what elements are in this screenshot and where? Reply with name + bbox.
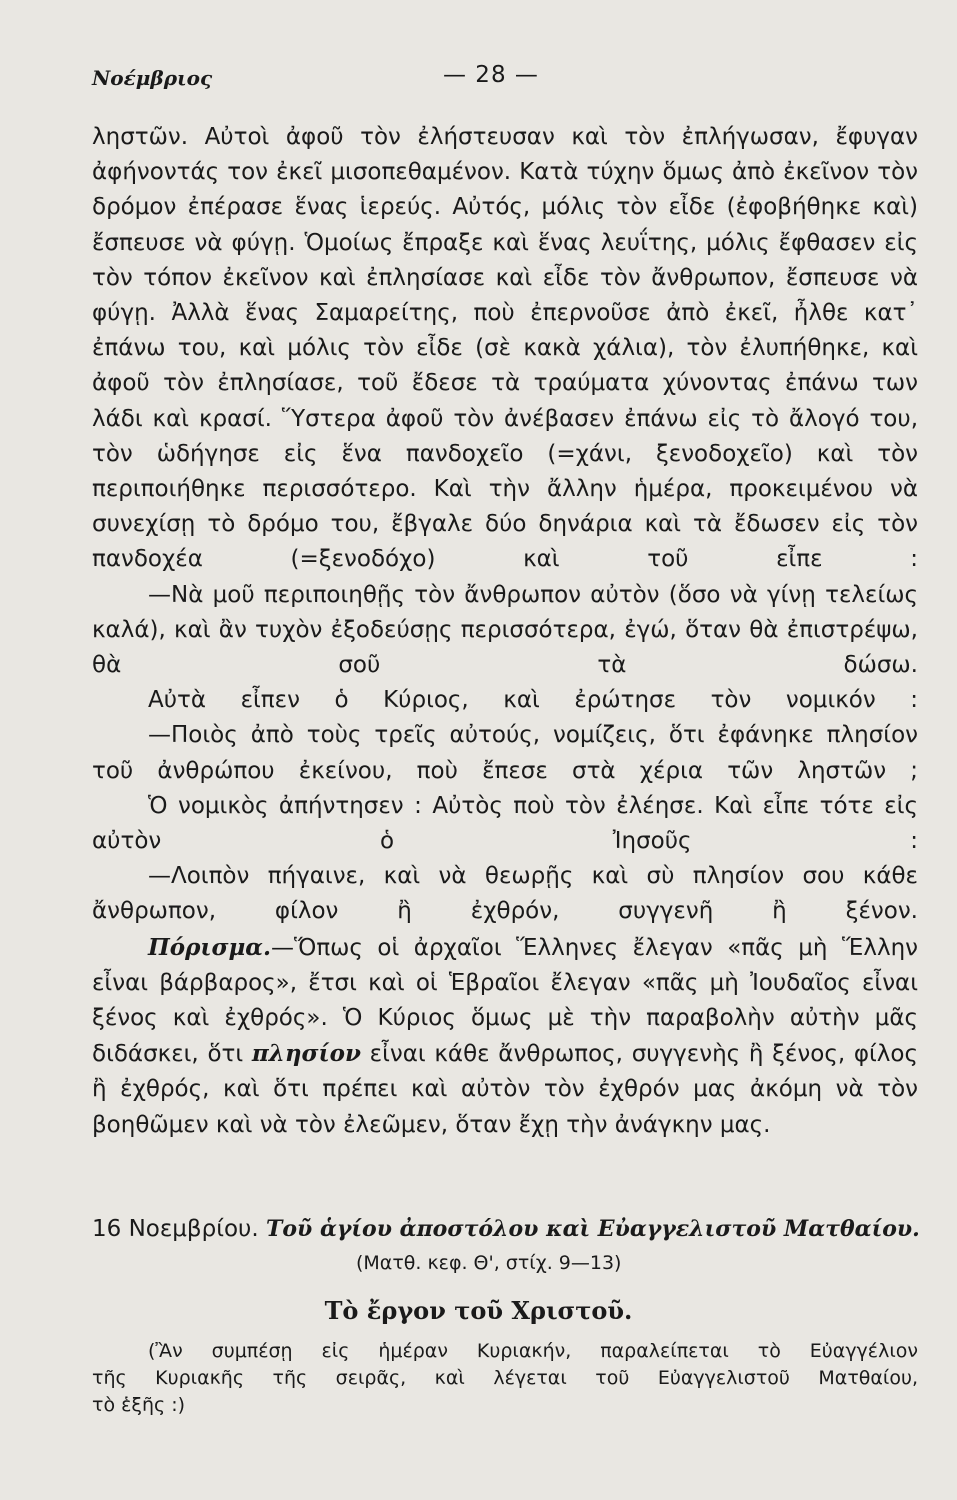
porisma-text-a: —Ὅπως οἱ ἀρχαῖοι Ἕλληνες ἔλεγαν «πᾶς μὴ Ἕλλην εἶναι βάρβαρος», ἔτσι καὶ οἱ Ἑβραῖοι ἔλεγαν «πᾶς μὴ Ἰουδαῖος εἶναι ξένος καὶ ἐχθρός». Ὁ Κύριος ὅμως μὲ τὴν παραβολὴν αὐτὴν μᾶς διδάσκει, ὅτι [92,934,918,1068]
paragraph-2: —Νὰ μοῦ περιποιηθῇς τὸν ἄνθρωπον αὐτὸν (ὅσο νὰ γίνῃ τελείως καλά), καὶ ἂν τυχὸν ἐξοδεύσῃς περισσότερα, ἐγώ, ὅταν θὰ ἐπιστρέψω, θὰ σοῦ τὰ δώσω. [92,581,918,679]
feast-date: 16 Νοεμβρίου. [92,1216,259,1242]
running-title: Νοέμβριος [92,66,213,90]
main-text [92,120,918,1143]
porisma-label: Πόρισμα. [148,933,271,961]
feast-heading [92,1216,922,1242]
note-line-1: (Ἂν συμπέσῃ εἰς ἡμέραν Κυριακήν, παραλείπεται τὸ Εὐαγγέλιον [148,1340,918,1362]
porisma-text-b: εἶναι κάθε ἄνθρωπος, συγγενὴς ἢ ξένος, φίλος ἢ ἐχθρός, καὶ ὅτι πρέπει καὶ αὐτὸν τὸν ἐχθρόν μας ἀκόμη νὰ τὸν βοηθῶμεν καὶ νὰ τὸν ἐλεῶμεν, ὅταν ἔχῃ τὴν ἀνάγκην μας. [92,1041,918,1138]
note-line-2: τῆς Κυριακῆς τῆς σειρᾶς, καὶ λέγεται τοῦ Εὐαγγελιστοῦ Ματθαίου, [92,1367,918,1389]
paragraph-3: Αὐτὰ εἶπεν ὁ Κύριος, καὶ ἐρώτησε τὸν νομικόν : [148,687,918,714]
paragraph-5: Ὁ νομικὸς ἀπήντησεν : Αὐτὸς ποὺ τὸν ἐλέησε. Καὶ εἶπε τότε εἰς αὐτὸν ὁ Ἰησοῦς : [92,792,918,855]
feast-title: Τοῦ ἁγίου ἀποστόλου καὶ Εὐαγγελιστοῦ Ματθαίου. [265,1216,920,1242]
porisma-emphasis: πλησίον [251,1040,361,1068]
rubric-note [92,1338,918,1419]
paragraph-6: —Λοιπὸν πήγαινε, καὶ νὰ θεωρῇς καὶ σὺ πλησίον σου κάθε ἄνθρωπον, φίλον ἢ ἐχθρόν, συγγενῆ ἢ ξένον. [92,863,918,925]
note-line-3: τὸ ἑξῆς :) [92,1394,186,1416]
paragraph-1: ληστῶν. Αὐτοὶ ἀφοῦ τὸν ἐλήστευσαν καὶ τὸν ἐπλήγωσαν, ἔφυγαν ἀφήνοντάς τον ἐκεῖ μισοπεθαμένον. Κατὰ τύχην ὅμως ἀπὸ ἐκεῖνον τὸν δρόμον ἐπέρασε ἕνας ἱερεύς. Αὐτός, μόλις τὸν εἶδε (ἐφοβήθηκε καὶ) ἔσπευσε νὰ φύγῃ. Ὁμοίως ἔπραξε καὶ ἕνας λευΐτης, μόλις ἔφθασεν εἰς τὸν τόπον ἐκεῖνον καὶ ἐπλησίασε καὶ εἶδε τὸν ἄνθρωπον, ἔσπευσε νὰ φύγῃ. Ἀλλὰ ἕνας Σαμαρείτης, ποὺ ἐπερνοῦσε ἀπὸ ἐκεῖ, ἦλθε κατ᾽ ἐπάνω του, καὶ μόλις τὸν εἶδε (σὲ κακὰ χάλια), τὸν ἐλυπήθηκε, καὶ ἀφοῦ τὸν ἐπλησίασε, τοῦ ἔδεσε τὰ τραύματα χύνοντας ἐπάνω των λάδι καὶ κρασί. Ὕστερα ἀφοῦ τὸν ἀνέβασεν ἐπάνω εἰς τὸ ἄλογό του, τὸν ὡδήγησε εἰς ἕνα πανδοχεῖο (=χάνι, ξενοδοχεῖο) καὶ τὸν περιποιήθηκε περισσότερο. Καὶ τὴν ἄλλην ἡμέρα, προκειμένου νὰ συνεχίσῃ τὸ δρόμο του, ἔβγαλε δύο δηνάρια καὶ τὰ ἔδωσεν εἰς τὸν πανδοχέα (=ξενοδόχο) καὶ τοῦ εἶπε : [92,124,918,573]
porisma-paragraph [92,930,918,1143]
section-title: Τὸ ἔργον τοῦ Χριστοῦ. [324,1296,633,1325]
paragraph-4: —Ποιὸς ἀπὸ τοὺς τρεῖς αὐτούς, νομίζεις, ὅτι ἐφάνηκε πλησίον τοῦ ἀνθρώπου ἐκείνου, ποὺ ἔπεσε στὰ χέρια τῶν ληστῶν ; [92,722,918,784]
scripture-reference: (Ματθ. κεφ. Θ', στίχ. 9—13) [356,1252,622,1274]
page-number: — 28 — [443,62,539,88]
